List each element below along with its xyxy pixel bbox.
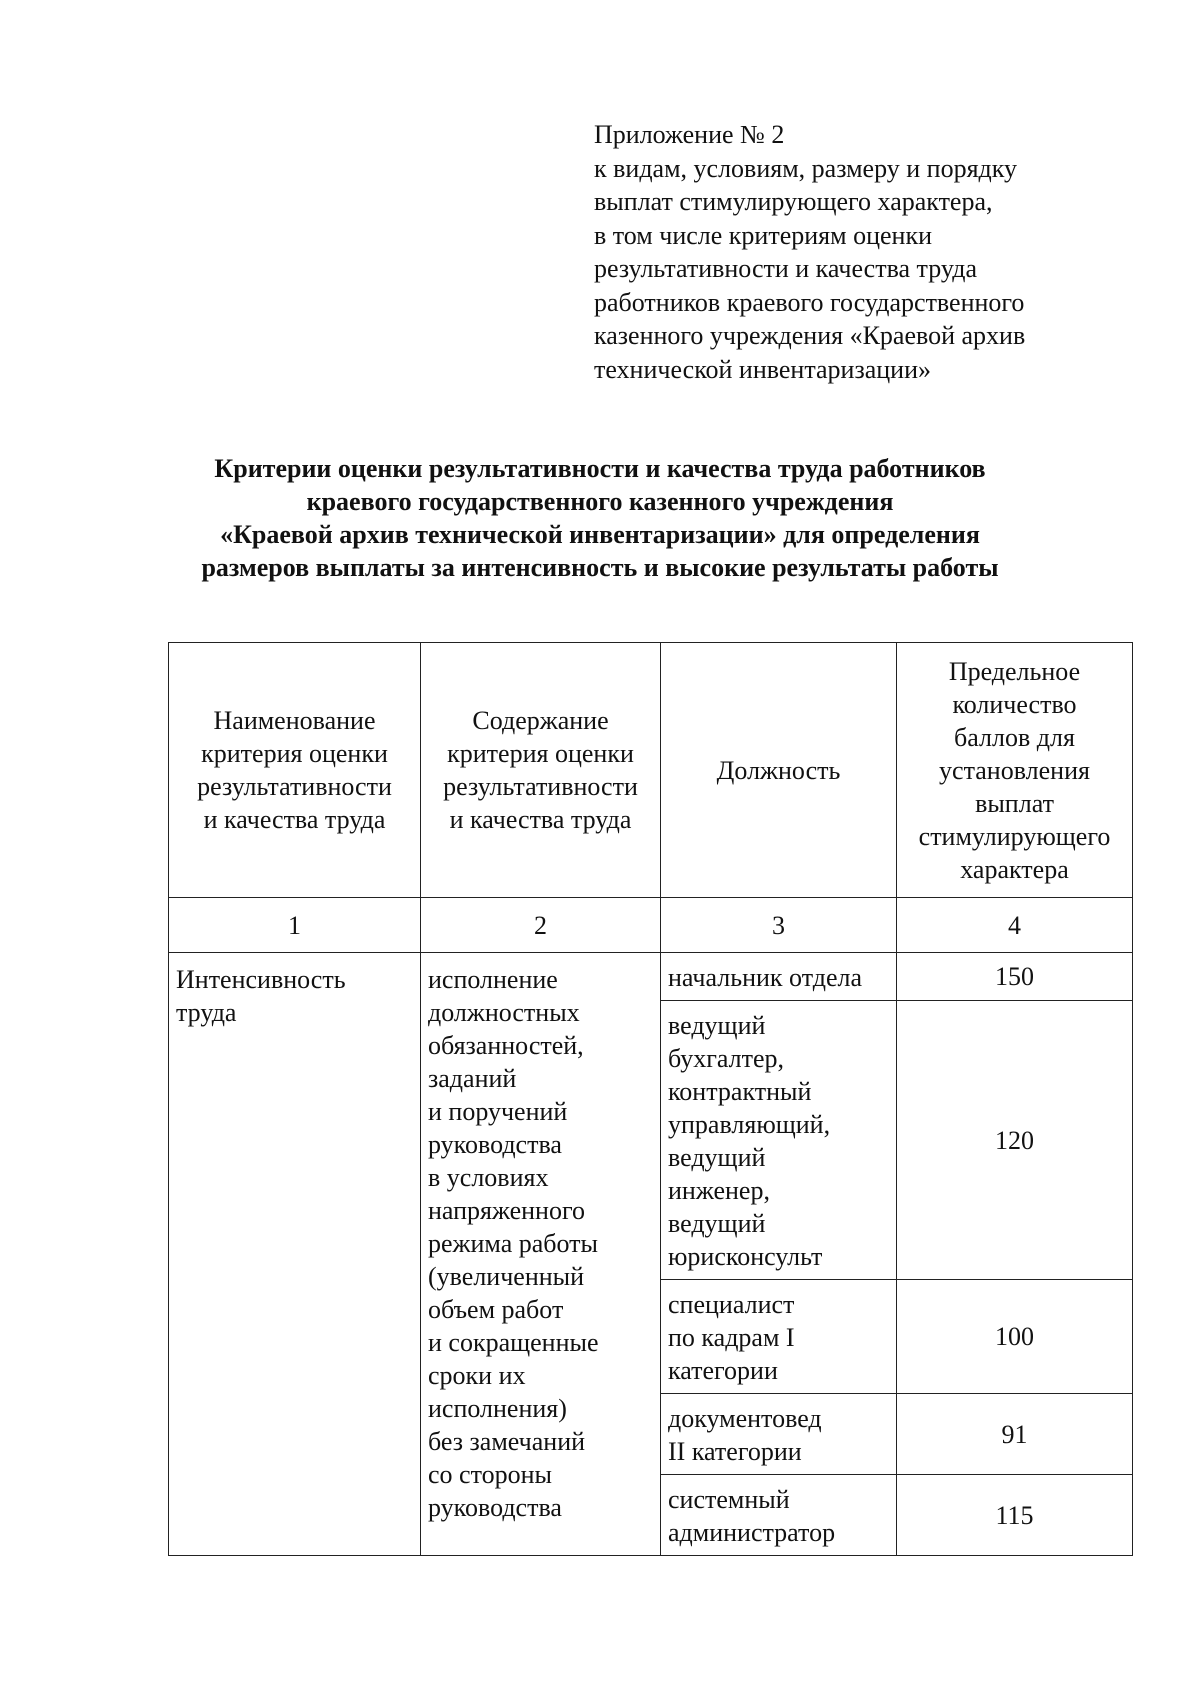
criterion-name-cell: Интенсивность труда: [169, 953, 421, 1556]
score-cell: 150: [897, 953, 1133, 1001]
column-number: 3: [661, 898, 897, 953]
position-cell: начальник отдела: [661, 953, 897, 1001]
table-header-row: [169, 643, 1133, 898]
score-cell: 120: [897, 1001, 1133, 1280]
header-criterion-name: Наименование критерия оценки результативности и качества труда: [169, 643, 421, 898]
header-criterion-content: Содержание критерия оценки результативности и качества труда: [421, 643, 661, 898]
header-position: Должность: [661, 643, 897, 898]
criteria-table: [168, 642, 1133, 1556]
appendix-line: казенного учреждения «Краевой архив: [594, 321, 1026, 350]
criterion-content-cell: исполнение должностных обязанностей, заданий и поручений руководства в условиях напряженного режима работы (увеличенный объем работ и сокращенные сроки их исполнения) без замечаний со стороны руководства: [421, 953, 661, 1556]
score-cell: 91: [897, 1394, 1133, 1475]
score-cell: 100: [897, 1280, 1133, 1394]
document-title: [150, 452, 1050, 584]
title-line: краевого государственного казенного учреждения: [306, 487, 894, 516]
appendix-line: в том числе критериям оценки: [594, 220, 932, 250]
appendix-note: [594, 118, 1114, 386]
title-line: Критерии оценки результативности и качества труда работников: [214, 454, 986, 483]
appendix-line: Приложение № 2: [594, 120, 785, 149]
appendix-line: к видам, условиям, размеру и порядку: [594, 153, 1018, 183]
header-max-score: Предельное количество баллов для установления выплат стимулирующего характера: [897, 643, 1133, 898]
appendix-line: выплат стимулирующего характера,: [594, 187, 993, 216]
table-row: [169, 953, 1133, 1001]
column-number: 2: [421, 898, 661, 953]
column-number-row: [169, 898, 1133, 953]
position-cell: ведущий бухгалтер, контрактный управляющий, ведущий инженер, ведущий юрисконсульт: [661, 1001, 897, 1280]
score-cell: 115: [897, 1475, 1133, 1556]
title-line: «Краевой архив технической инвентаризации» для определения: [220, 520, 980, 549]
appendix-line: технической инвентаризации»: [594, 354, 932, 384]
appendix-line: работников краевого государственного: [594, 287, 1025, 317]
column-number: 1: [169, 898, 421, 953]
position-cell: документовед II категории: [661, 1394, 897, 1475]
position-cell: системный администратор: [661, 1475, 897, 1556]
title-line: размеров выплаты за интенсивность и высокие результаты работы: [201, 553, 999, 582]
appendix-line: результативности и качества труда: [594, 254, 978, 283]
column-number: 4: [897, 898, 1133, 953]
position-cell: специалист по кадрам I категории: [661, 1280, 897, 1394]
